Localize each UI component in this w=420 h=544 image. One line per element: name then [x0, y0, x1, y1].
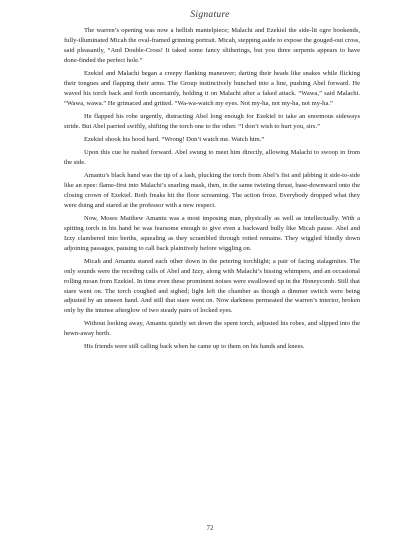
running-header-title: Signature	[190, 10, 230, 20]
paragraph-9: Without looking away, Amantu quietly set down the spent torch, adjusted his robes, and slipped into the hewn-away berth.	[64, 320, 360, 338]
paragraph-10: His friends were still calling back when he came up to them on his hands and knees.	[84, 343, 305, 351]
paragraph-1: The warren’s opening was now a hellish mantelpiece; Malachi and Ezekiel the side-lit ogre bookends, fully-illuminated Micah the oval-framed grinning portrait. Micah, stepping aside to expose the gouged-out cross, said pleasantly, “And Double-Cross! It taked some fancy slitherings, but you three serpents appears to have done-finded the perfect hole.”	[64, 27, 360, 64]
paragraph-3: He flapped his robe urgently, distracting Abel long enough for Ezekiel to take an enormous sideways stride. But Abel parried swiftly, shifting the torch one to the other. “I don’t wish to hurt you, sirs.”	[64, 112, 360, 130]
paragraph-2: Ezekiel and Malachi began a creepy flanking maneuver; darting their heads like snakes while flicking their tongues and flapping their arms. The Group instinctively bunched into a line, pushing Abel forward. He waved his torch back and forth uncertainly, holding it on Malachi after a faked attack. “Wawa,” said Malachi. “Wawa, wawa.” He grimaced and gritted. “Wa-wa-watch my eyes. Not my-ha, not my-ha, not my-ha.”	[64, 69, 360, 107]
body-text	[64, 26, 360, 356]
paragraph-7: Now, Moses Matthew Amantu was a most imposing man, physically as well as intellectually. With a spitting torch in his hand he was fearsome enough to give even a backward bully like Micah pause. Abel and Izzy clambered into berths, squealing as they scrambled through rotted remains. They wiggled blindly down adjoining passages, pausing to call back plaintively before wiggling on.	[64, 214, 360, 252]
paragraph-6: Amantu’s black hand was the tip of a lash, plucking the torch from Abel’s fist and jabbing it side-to-side like an epee: flame-first into Malachi’s snarling mask, then, in the same twisting thrust, base-downward onto the closing crown of Ezekiel. Both freaks hit the floor screaming. The action froze. Everybody dropped what they were doing and stared at the professor with a new respect.	[64, 171, 360, 209]
paragraph-8: Micah and Amantu stared each other down in the petering torchlight; a pair of facing stalagmites. The only sounds were the receding calls of Abel and Izzy, along with Malachi’s hissing whimpers, and an occasional rolling moan from Ezekiel. In time even these prominent noises were swallowed up in the Honeycomb. Still that stare went on. The torch coughed and sighed; light left the chamber as though a dimmer switch were being adjusted by an unseen hand. And still that stare went on. Now darkness permeated the warren’s interior, broken only by the intense afterglow of two steady pairs of locked eyes.	[64, 257, 360, 315]
page-number: 72	[206, 524, 214, 532]
paragraph-5: Upon this cue he rushed forward. Abel swung to meet him directly, allowing Malachi to swoop in from the side.	[64, 148, 360, 166]
paragraph-4: Ezekiel shook his hood hard. “Wrong! Don’t watch me. Watch him.”	[84, 135, 265, 143]
